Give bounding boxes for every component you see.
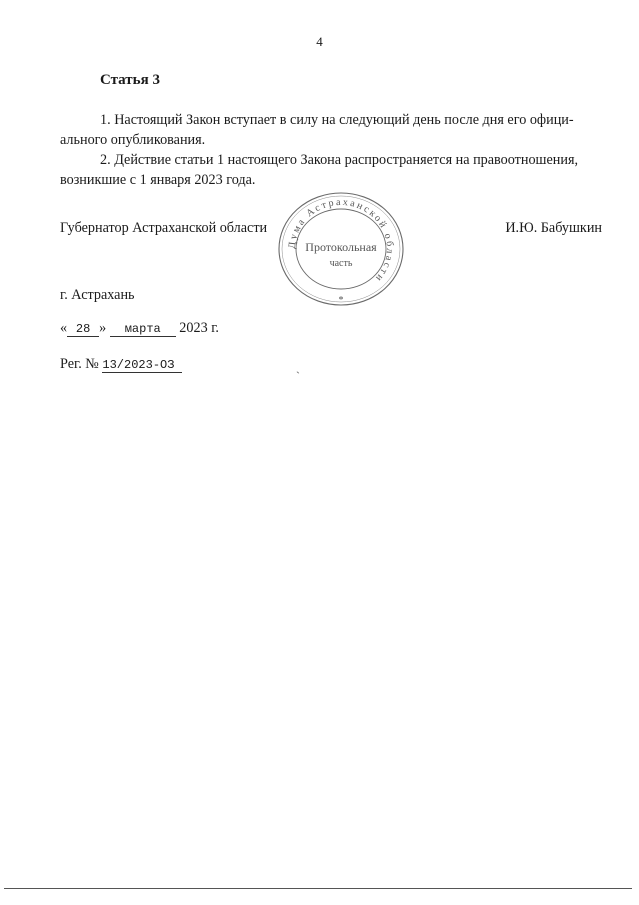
paragraph-2-line-1: 2. Действие статьи 1 настоящего Закона распространяется на правоотношения, [100, 152, 579, 168]
registration-label: Рег. № [60, 356, 99, 372]
stamp-ring-text: Дума Астраханской области [286, 196, 396, 285]
date-open-quote: « [60, 320, 68, 336]
stamp-inner-line-2: часть [329, 258, 353, 269]
signing-date [60, 320, 219, 337]
paragraph-1-line-1: 1. Настоящий Закон вступает в силу на следующий день после дня его офици- [100, 112, 574, 128]
stamp-star: * [338, 295, 344, 306]
city-label: г. Астрахань [60, 287, 135, 303]
stamp-inner-line-1: Протокольная [305, 240, 377, 254]
date-close-quote: » [99, 320, 107, 336]
governor-title: Губернатор Астраханской области [60, 220, 268, 236]
article-heading: Статья 3 [100, 72, 160, 88]
date-day-field: 28 [67, 322, 99, 337]
page-number: 4 [316, 34, 323, 49]
paragraph-1-line-2: ального опубликования. [60, 132, 206, 148]
registration-line [60, 356, 182, 373]
official-stamp [274, 190, 408, 308]
date-month-field: марта [110, 322, 176, 337]
bottom-rule [4, 888, 632, 889]
paragraph-2-line-2: возникшие с 1 января 2023 года. [60, 172, 256, 188]
governor-name: И.Ю. Бабушкин [505, 220, 602, 236]
registration-number-field: 13/2023-ОЗ [102, 358, 182, 373]
date-year: 2023 г. [179, 320, 219, 336]
stray-mark: ˏ [296, 360, 300, 374]
